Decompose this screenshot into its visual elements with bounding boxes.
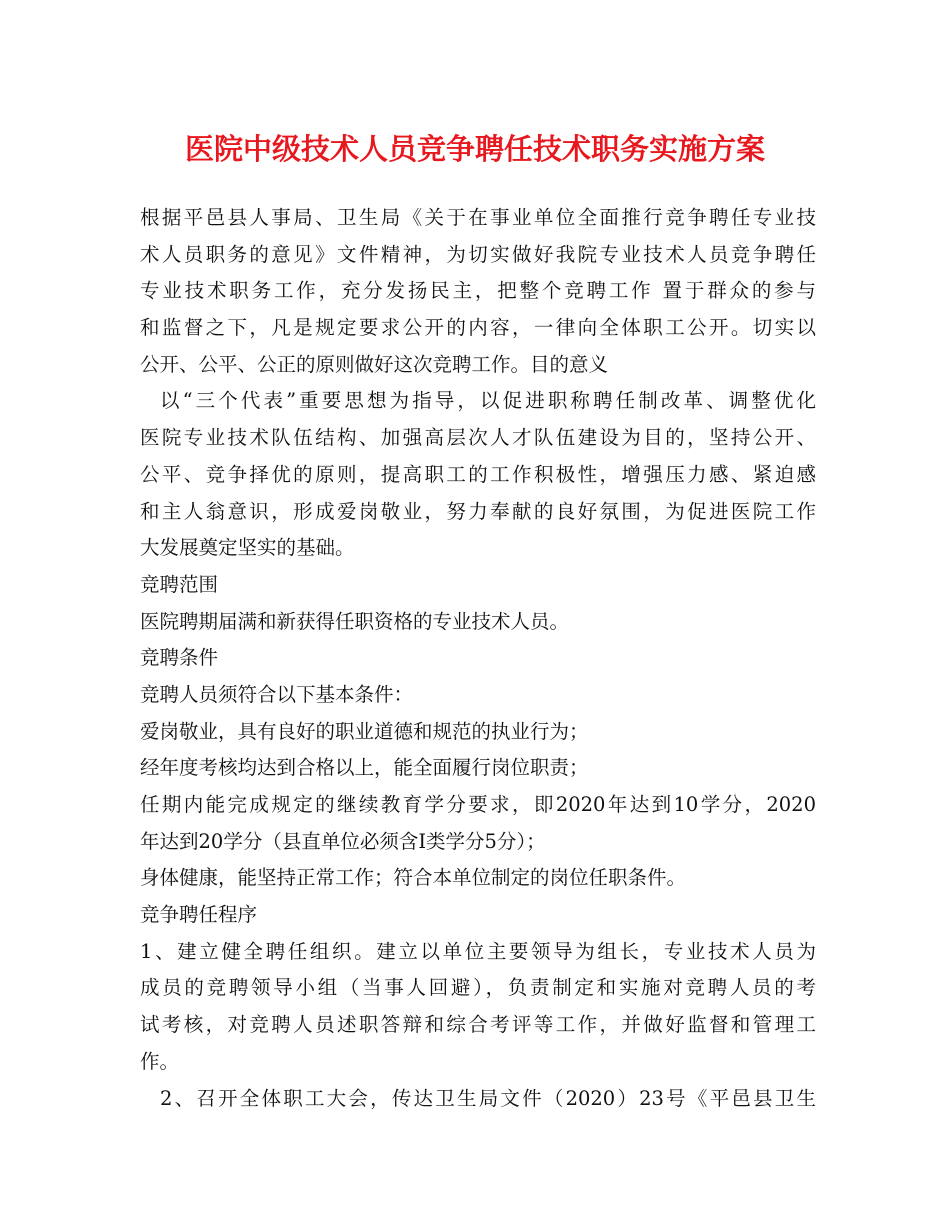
- body-line: 年达到20学分（县直单位必须含Ⅰ类学分5分）；: [140, 829, 546, 853]
- body-line: 以“三个代表”重要思想为指导，以促进职称聘任制改革、调整优化: [160, 389, 816, 413]
- body-line: 1、建立健全聘任组织。建立以单位主要领导为组长，专业技术人员为: [140, 939, 816, 963]
- body-line: 医院聘期届满和新获得任职资格的专业技术人员。: [140, 609, 570, 633]
- body-line: 公开、公平、公正的原则做好这次竞聘工作。目的意义: [140, 352, 609, 376]
- body-line: 术人员职务的意见》文件精神，为切实做好我院专业技术人员竞争聘任: [140, 242, 816, 266]
- body-line: 大发展奠定坚实的基础。: [140, 536, 355, 560]
- section-heading: 竞聘范围: [140, 572, 219, 596]
- body-line: 专业技术职务工作，充分发扬民主，把整个竞聘工作 置于群众的参与: [140, 279, 816, 303]
- body-line: 试考核，对竞聘人员述职答辩和综合考评等工作，并做好监督和管理工: [140, 1013, 816, 1037]
- body-line: 和监督之下，凡是规定要求公开的内容，一律向全体职工公开。切实以: [140, 316, 816, 340]
- document-body: [140, 200, 816, 1117]
- body-line: 2、召开全体职工大会，传达卫生局文件（2020）23号《平邑县卫生: [160, 1086, 816, 1110]
- body-line: 根据平邑县人事局、卫生局《关于在事业单位全面推行竞争聘任专业技: [140, 206, 816, 229]
- body-line: 身体健康，能坚持正常工作；符合本单位制定的岗位任职条件。: [140, 866, 687, 890]
- body-line: 成员的竞聘领导小组（当事人回避），负责制定和实施对竞聘人员的考: [140, 976, 816, 1000]
- body-line: 和主人翁意识，形成爱岗敬业，努力奉献的良好氛围，为促进医院工作: [140, 499, 816, 523]
- body-line: 公平、竞争择优的原则，提高职工的工作积极性，增强压力感、紧迫感: [140, 462, 816, 486]
- body-line: 经年度考核均达到合格以上，能全面履行岗位职责；: [140, 756, 589, 780]
- section-heading: 竞聘条件: [140, 646, 219, 670]
- body-line: 作。: [140, 1049, 180, 1073]
- body-line: 医院专业技术队伍结构、加强高层次人才队伍建设为目的，坚持公开、: [140, 426, 816, 450]
- body-line: 竞聘人员须符合以下基本条件：: [140, 682, 414, 706]
- body-line: 任期内能完成规定的继续教育学分要求，即2020年达到10学分，2020: [140, 793, 816, 816]
- document-title: 医院中级技术人员竞争聘任技术职务实施方案: [184, 132, 765, 166]
- section-heading: 竞争聘任程序: [140, 903, 258, 927]
- body-line: 爱岗敬业，具有良好的职业道德和规范的执业行为；: [140, 719, 589, 743]
